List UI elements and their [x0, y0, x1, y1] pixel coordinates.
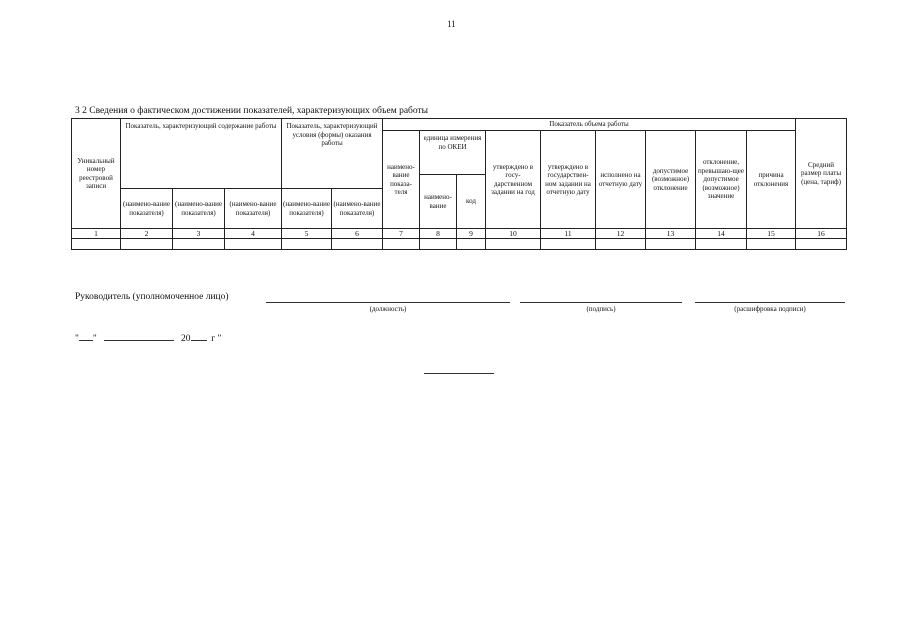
- column-number: 2: [121, 229, 173, 239]
- header-volume-indicator: Показатель объема работы: [383, 119, 796, 131]
- column-number: 10: [486, 229, 541, 239]
- signature-line: [520, 302, 682, 303]
- column-number: 6: [332, 229, 383, 239]
- header-unit-name: наимено-вание: [420, 175, 457, 229]
- decoding-caption: (расшифровка подписи): [734, 305, 806, 313]
- header-approved-year: утверждено в госу-дарственном задании на год: [486, 131, 541, 229]
- empty-cell: [420, 239, 457, 250]
- page-number: 11: [447, 19, 456, 29]
- subheader-content-1: (наимено-вание показателя): [121, 189, 173, 229]
- empty-cell: [121, 239, 173, 250]
- column-number: 4: [225, 229, 282, 239]
- header-content-indicator: Показатель, характеризующий содержание работы: [121, 119, 282, 189]
- column-number: 11: [541, 229, 596, 239]
- column-number: 9: [457, 229, 486, 239]
- decoding-line: [695, 302, 845, 303]
- subheader-content-2: (наимено-вание показателя): [173, 189, 225, 229]
- column-number: 15: [747, 229, 796, 239]
- header-executed-date: исполнено на отчетную дату: [596, 131, 646, 229]
- subheader-content-3: (наимено-вание показателя): [225, 189, 282, 229]
- volume-report-table: [71, 118, 847, 250]
- header-allowed-deviation: допустимое (возможное) отклонение: [646, 131, 696, 229]
- header-approved-date: утверждено в государствен-ном задании на отчетную дату: [541, 131, 596, 229]
- empty-cell: [282, 239, 332, 250]
- empty-cell: [747, 239, 796, 250]
- column-number: 12: [596, 229, 646, 239]
- empty-cell: [383, 239, 420, 250]
- column-number: 13: [646, 229, 696, 239]
- empty-cell: [696, 239, 747, 250]
- header-indicator-name: наимено-вание показа-теля: [383, 131, 420, 229]
- empty-cell: [596, 239, 646, 250]
- empty-cell: [332, 239, 383, 250]
- empty-cell: [72, 239, 121, 250]
- header-deviation-reason: причина отклонения: [747, 131, 796, 229]
- column-number: 16: [796, 229, 847, 239]
- day-blank: [79, 331, 93, 341]
- subheader-condition-1: (наимено-вание показателя): [282, 189, 332, 229]
- column-number-row: [72, 229, 847, 239]
- empty-cell: [796, 239, 847, 250]
- empty-cell: [486, 239, 541, 250]
- signature-caption: (подпись): [586, 305, 616, 313]
- header-unit-okei: единица измерения по ОКЕИ: [420, 131, 486, 175]
- year-suffix: г ": [211, 334, 222, 344]
- position-line: [266, 302, 510, 303]
- year-blank: [191, 331, 207, 341]
- table-row: [72, 239, 847, 250]
- empty-cell: [457, 239, 486, 250]
- header-unique-number: Уникальный номер реестровой записи: [72, 119, 121, 229]
- empty-cell: [541, 239, 596, 250]
- end-rule: [424, 373, 494, 374]
- column-number: 1: [72, 229, 121, 239]
- header-average-fee: Средний размер платы (цена, тариф): [796, 119, 847, 229]
- year-prefix: 20: [181, 334, 191, 344]
- header-unit-code: код: [457, 175, 486, 229]
- date-open-quote: ": [75, 334, 79, 344]
- header-conditions-indicator: Показатель, характеризующий условия (формы) оказания работы: [282, 119, 383, 189]
- signature-label: Руководитель (уполномоченное лицо): [75, 292, 229, 302]
- position-caption: (должность): [369, 305, 407, 313]
- column-number: 8: [420, 229, 457, 239]
- column-number: 14: [696, 229, 747, 239]
- month-blank: [104, 331, 174, 341]
- date-close-quote: ": [92, 334, 97, 344]
- date-line: [75, 331, 221, 344]
- column-number: 7: [383, 229, 420, 239]
- subheader-condition-2: (наимено-вание показателя): [332, 189, 383, 229]
- empty-cell: [646, 239, 696, 250]
- empty-cell: [225, 239, 282, 250]
- column-number: 5: [282, 229, 332, 239]
- section-title: 3 2 Сведения о фактическом достижении показателей, характеризующих объем работы: [75, 106, 429, 116]
- header-exceeding-deviation: отклонение, превышаю-щее допустимое (возможное) значение: [696, 131, 747, 229]
- column-number: 3: [173, 229, 225, 239]
- empty-cell: [173, 239, 225, 250]
